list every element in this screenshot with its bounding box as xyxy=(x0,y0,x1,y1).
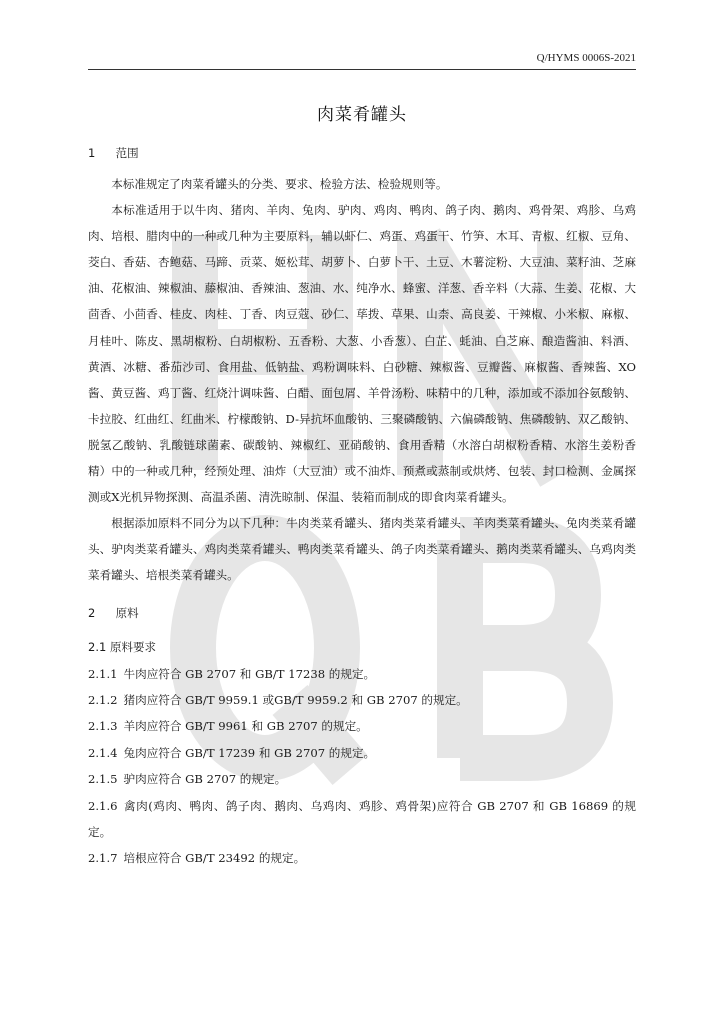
header-divider xyxy=(88,69,636,70)
section-heading-scope xyxy=(88,143,636,163)
clause xyxy=(88,766,636,792)
clause xyxy=(88,687,636,713)
document-body xyxy=(88,143,636,872)
section-title: 范围 xyxy=(115,146,139,160)
section-number: 1 xyxy=(88,146,96,160)
clause-text: 禽肉(鸡肉、鸭肉、鸽子肉、鹅肉、乌鸡肉、鸡胗、鸡骨架)应符合 GB 2707 和 GB 16869 的规定。 xyxy=(88,798,636,839)
clause-number: 2.1.4 xyxy=(88,745,118,760)
clause xyxy=(88,713,636,739)
clause-text: 培根应符合 GB/T 23492 的规定。 xyxy=(123,851,306,866)
section-title: 原料 xyxy=(115,605,139,620)
clause-number: 2.1.2 xyxy=(88,692,118,707)
clause-number: 2.1.1 xyxy=(88,666,118,681)
clause-number: 2.1.5 xyxy=(88,772,118,787)
clause-text: 牛肉应符合 GB 2707 和 GB/T 17238 的规定。 xyxy=(123,666,376,681)
clause-text: 猪肉应符合 GB/T 9959.1 或GB/T 9959.2 和 GB 2707 的规定。 xyxy=(123,692,468,707)
clause xyxy=(88,793,636,846)
clause xyxy=(88,845,636,871)
clause xyxy=(88,661,636,687)
clause-text: 驴肉应符合 GB 2707 的规定。 xyxy=(123,772,287,787)
section-heading-materials xyxy=(88,603,636,623)
scope-paragraph: 本标准适用于以牛肉、猪肉、羊肉、兔肉、驴肉、鸡肉、鸭肉、鸽子肉、鹅肉、鸡骨架、鸡胗、乌鸡肉、培根、腊肉中的一种或几种为主要原料，辅以虾仁、鸡蛋、鸡蛋干、竹笋、木耳、青椒、红椒、豆角、茭白、香菇、杏鲍菇、马蹄、贡菜、姬松茸、胡萝卜、白萝卜干、土豆、木薯淀粉、大豆油、菜籽油、芝麻油、花椒油、辣椒油、藤椒油、香辣油、葱油、水、纯净水、蜂蜜、洋葱、香辛料（大蒜、生姜、花椒、大茴香、小茴香、桂皮、肉桂、丁香、肉豆蔻、砂仁、荜拨、草果、山柰、高良姜、干辣椒、小米椒、麻椒、月桂叶、陈皮、黑胡椒粉、白胡椒粉、五香粉、大葱、小香葱）、白芷、蚝油、白芝麻、酿造酱油、料酒、黄酒、冰糖、番茄沙司、食用盐、低钠盐、鸡粉调味料、白砂糖、辣椒酱、豆瓣酱、麻椒酱、香辣酱、XO酱、黄豆酱、鸡丁酱、红烧汁调味酱、白醋、面包屑、羊骨汤粉、味精中的几种，添加或不添加谷氨酸钠、卡拉胶、红曲红、红曲米、柠檬酸钠、D-异抗坏血酸钠、三聚磷酸钠、六偏磷酸钠、焦磷酸钠、双乙酸钠、脱氢乙酸钠、乳酸链球菌素、碳酸钠、辣椒红、亚硝酸钠、食用香精（水溶白胡椒粉香精、水溶生姜粉香精）中的一种或几种，经预处理、油炸（大豆油）或不油炸、预煮或蒸制或烘烤、包装、封口检测、金属探测或X光机异物探测、高温杀菌、清洗晾制、保温、装箱而制成的即食肉菜肴罐头。 xyxy=(88,203,636,505)
clause xyxy=(88,740,636,766)
section-number: 2 xyxy=(88,605,96,620)
document-title: 肉菜肴罐头 xyxy=(317,105,407,125)
subsection-heading: 2.1 原料要求 xyxy=(88,639,156,654)
scope-paragraph: 根据添加原料不同分为以下几种：牛肉类菜肴罐头、猪肉类菜肴罐头、羊肉类菜肴罐头、兔肉类菜肴罐头、驴肉类菜肴罐头、鸡肉类菜肴罐头、鸭肉类菜肴罐头、鸽子肉类菜肴罐头、鹅肉类菜肴罐头、乌鸡肉类菜肴罐头、培根类菜肴罐头。 xyxy=(88,516,636,583)
clause-text: 兔肉应符合 GB/T 17239 和 GB 2707 的规定。 xyxy=(123,745,376,760)
scope-paragraph: 本标准规定了肉菜肴罐头的分类、要求、检验方法、检验规则等。 xyxy=(111,177,448,191)
clause-text: 羊肉应符合 GB/T 9961 和 GB 2707 的规定。 xyxy=(123,719,368,734)
clause-number: 2.1.7 xyxy=(88,851,118,866)
standard-code: Q/HYMS 0006S-2021 xyxy=(536,52,636,64)
clause-number: 2.1.3 xyxy=(88,719,118,734)
clause-number: 2.1.6 xyxy=(88,798,118,813)
